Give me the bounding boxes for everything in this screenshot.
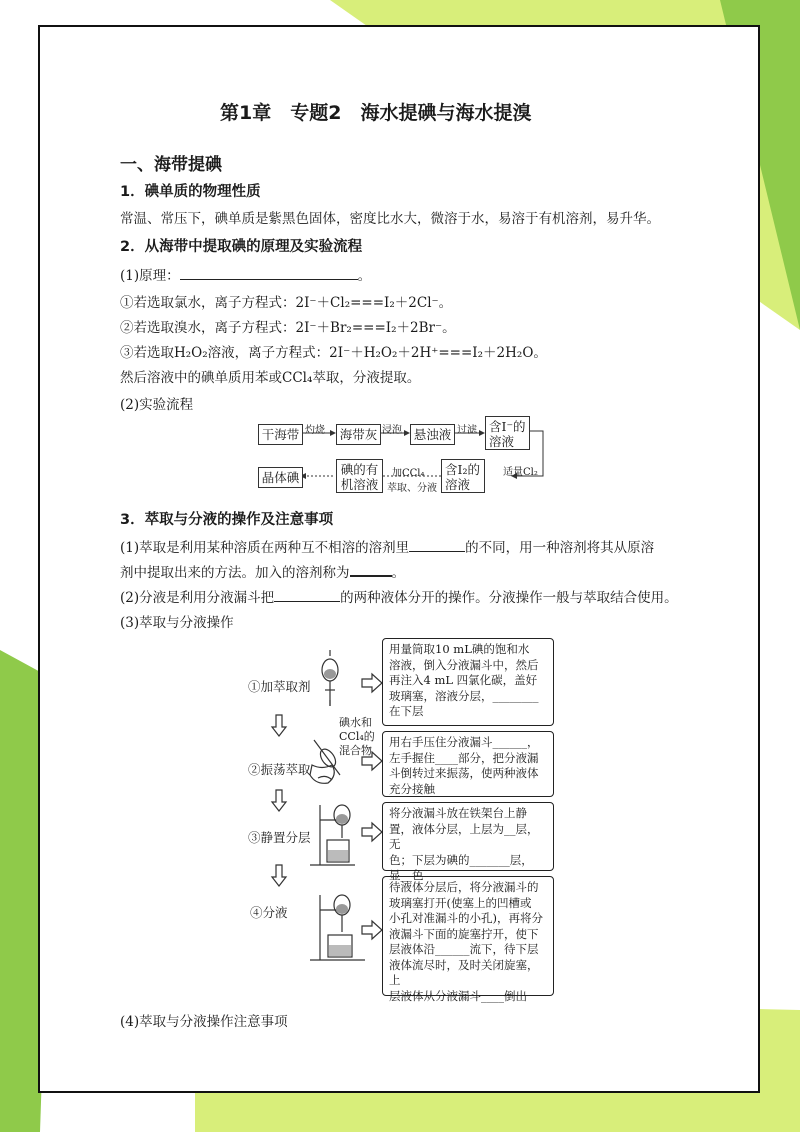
flow-arrow-label-extract: 萃取、分液	[387, 483, 437, 494]
step-box-1-line: 玻璃塞，溶液分层，________	[389, 688, 539, 703]
step-box-4-line: 待液体分层后，将分液漏斗的	[389, 880, 539, 894]
subheading-extraction-operation: 3．萃取与分液的操作及注意事项	[120, 512, 334, 528]
flow-arrow-label-filter: 过滤	[457, 425, 477, 436]
flow-heading: (2)实验流程	[120, 397, 194, 413]
extraction-note: 然后溶液中的碘单质用苯或CCl₄萃取，分液提取。	[120, 370, 421, 386]
operation-heading: (3)萃取与分液操作	[120, 615, 234, 631]
flow-box-iodide-line2: 溶液	[489, 434, 515, 449]
step-box-shake	[382, 731, 554, 797]
step-box-4-line: 液漏斗下面的旋塞拧开，使下	[389, 926, 539, 941]
step-box-4-line: 层液体沿______流下，待下层	[389, 942, 539, 956]
step-box-1-line: 在下层	[389, 704, 424, 718]
step-box-3-line: 置，液体分层，上层为__层，无	[389, 821, 539, 851]
extraction-text-d: 。	[391, 565, 405, 581]
paragraph-physical-properties: 常温、常压下，碘单质是紫黑色固体，密度比水大，微溶于水，易溶于有机溶剂，易升华。	[120, 211, 660, 227]
step-label-settle: ③静置分层	[248, 830, 311, 845]
subheading-physical-properties: 1．碘单质的物理性质	[120, 184, 261, 200]
step-box-2-line: 左手握住____部分，把分液漏	[389, 750, 539, 765]
step-box-1-line: 用量筒取10 mL碘的饱和水	[389, 642, 530, 656]
step-box-2-line: 用右手压住分液漏斗______，	[389, 735, 539, 749]
principle-suffix: 。	[357, 268, 372, 284]
equation-bromine: ②若选取溴水，离子方程式：2I⁻＋Br₂===I₂＋2Br⁻。	[120, 320, 456, 336]
separation-text-b: 的两种液体分开的操作。分液操作一般与萃取结合使用。	[340, 590, 678, 606]
flow-box-iodine-line1: 含I₂的	[445, 462, 480, 477]
notes-heading: (4)萃取与分液操作注意事项	[120, 1014, 288, 1030]
extraction-text-c: 剂中提取出来的方法。加入的溶剂称为	[120, 565, 350, 581]
flow-arrow-label-burn: 灼烧	[305, 425, 325, 436]
flow-arrow-label-add-ccl4: 加CCl₄	[392, 468, 425, 479]
flow-box-kelp-ash: 海带灰	[336, 424, 381, 445]
step-box-add-solvent	[382, 638, 554, 726]
extraction-text-b: 的不同，用一种溶剂将其从原溶	[465, 540, 655, 556]
mixture-label-line3: 混合物	[339, 744, 372, 757]
step-box-separate	[382, 876, 554, 1003]
flow-box-suspension: 悬浊液	[410, 424, 455, 445]
flow-arrow-label-soak: 浸泡	[382, 425, 402, 436]
equation-chlorine: ①若选取氯水，离子方程式：2I⁻＋Cl₂===I₂＋2Cl⁻。	[120, 295, 453, 311]
flow-box-iodine-line2: 溶液	[445, 477, 471, 492]
page-title: 第1章 专题2 海水提碘与海水提溴	[220, 102, 532, 124]
principle-prefix: (1)原理：	[120, 268, 180, 284]
flow-box-organic-line2: 机溶液	[340, 477, 379, 492]
step-box-1-line: 再注入4 mL 四氯化碳，盖好	[389, 673, 538, 687]
flow-arrow-label-chlorine: 适量Cl₂	[503, 467, 538, 478]
step-box-2-line: 斗倒转过来振荡，使两种液体	[389, 766, 539, 780]
step-label-shake: ②振荡萃取	[248, 762, 311, 777]
flow-box-crystal-iodine: 晶体碘	[258, 467, 303, 488]
step-box-3-line: 色；下层为碘的_______层，	[389, 852, 533, 867]
mixture-label-line2: CCl₄的	[339, 730, 375, 743]
step-box-4-line: 层液体从分液漏斗____倒出	[389, 988, 527, 1003]
step-label-separate: ④分液	[250, 905, 288, 920]
section-heading-1: 一、海带提碘	[120, 155, 222, 175]
step-box-settle	[382, 802, 554, 882]
step-box-1-line: 溶液，倒入分液漏斗中，然后	[389, 657, 539, 672]
mixture-label	[339, 716, 375, 758]
step-box-3-line: 显__色	[389, 868, 424, 882]
step-box-3-line: 将分液漏斗放在铁架台上静	[389, 806, 527, 820]
separation-text-a: (2)分液是利用分液漏斗把	[120, 590, 275, 606]
step-box-4-line: 玻璃塞打开(使塞上的凹槽或	[389, 895, 532, 910]
step-box-4-line: 液体流尽时，及时关闭旋塞，上	[389, 957, 539, 987]
step-box-2-line: 充分接触	[389, 781, 435, 796]
subheading-extraction-principle: 2．从海带中提取碘的原理及实验流程	[120, 239, 363, 255]
step-box-4-line: 小孔对准漏斗的小孔)，再将分	[389, 911, 543, 925]
extraction-text-a: (1)萃取是利用某种溶质在两种互不相溶的溶剂里	[120, 540, 410, 556]
mixture-label-line1: 碘水和	[339, 716, 372, 729]
flow-box-organic-line1: 碘的有	[340, 462, 379, 477]
equation-peroxide: ③若选取H₂O₂溶液，离子方程式：2I⁻＋H₂O₂＋2H⁺===I₂＋2H₂O。	[120, 345, 547, 361]
flow-box-dry-kelp: 干海带	[258, 424, 303, 445]
flow-box-iodide-line1: 含I⁻的	[489, 419, 526, 434]
step-label-add-solvent: ①加萃取剂	[248, 679, 311, 694]
